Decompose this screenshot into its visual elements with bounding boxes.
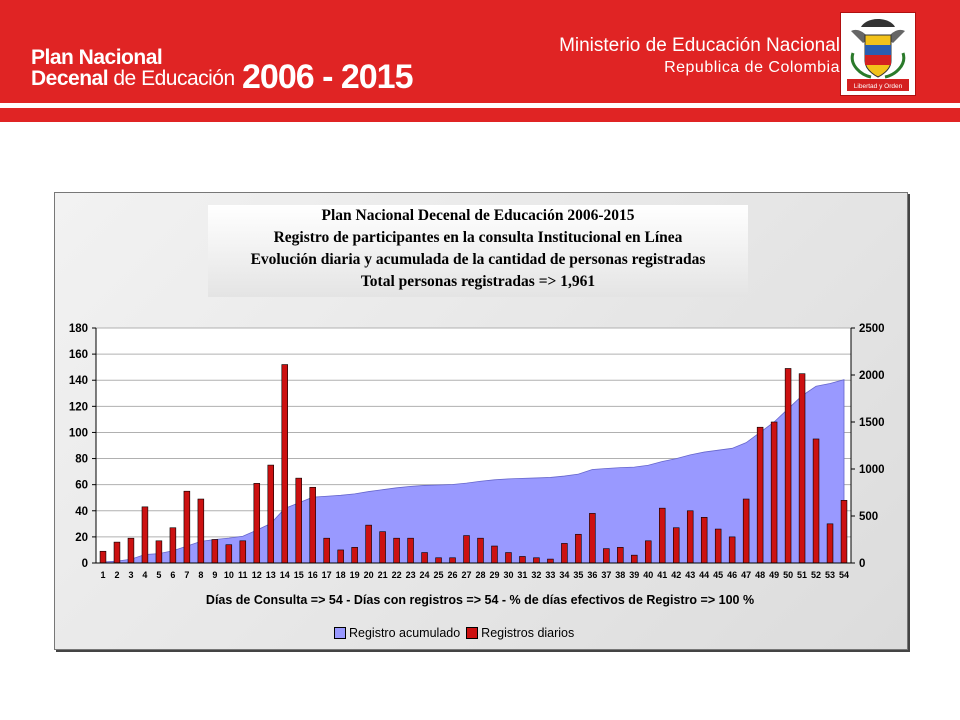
logo-line2-bold: Decenal [31, 67, 109, 90]
chart-title-line-1: Plan Nacional Decenal de Educación 2006-2015 [321, 207, 635, 224]
tick-x-44: 44 [699, 570, 710, 580]
tick-right-2000: 2000 [859, 370, 885, 382]
tick-left-160: 160 [68, 349, 88, 362]
bar-day-34 [561, 543, 567, 563]
bar-day-3 [128, 538, 134, 563]
bar-day-11 [240, 541, 246, 563]
chart-title-line-2: Registro de participantes en la consulta Institucional en Línea [273, 229, 683, 246]
tick-x-46: 46 [727, 570, 738, 580]
tick-x-10: 10 [223, 570, 234, 580]
tick-x-22: 22 [391, 570, 402, 580]
bar-day-49 [771, 422, 777, 563]
tick-x-19: 19 [349, 570, 360, 580]
tick-x-29: 29 [489, 570, 500, 580]
seal-motto: Libertad y Orden [853, 83, 903, 90]
tick-right-1500: 1500 [859, 417, 885, 429]
bar-day-13 [268, 465, 274, 563]
tick-x-49: 49 [769, 570, 780, 580]
bar-day-43 [687, 511, 693, 563]
bar-day-7 [184, 491, 190, 563]
tick-x-47: 47 [741, 570, 752, 580]
bar-day-42 [673, 528, 679, 563]
legend-swatch-daily [466, 627, 478, 639]
tick-x-3: 3 [128, 570, 134, 580]
bar-day-51 [799, 374, 805, 563]
tick-x-26: 26 [447, 570, 458, 580]
bar-day-32 [533, 558, 539, 563]
tick-x-13: 13 [265, 570, 276, 580]
bar-day-14 [282, 365, 288, 563]
tick-x-16: 16 [307, 570, 318, 580]
tick-x-43: 43 [685, 570, 696, 580]
tick-x-12: 12 [251, 570, 262, 580]
bar-day-17 [324, 538, 330, 563]
tick-x-6: 6 [170, 570, 176, 580]
tick-x-30: 30 [503, 570, 514, 580]
tick-x-40: 40 [643, 570, 654, 580]
bar-day-46 [729, 537, 735, 563]
tick-x-5: 5 [156, 570, 162, 580]
tick-x-15: 15 [293, 570, 304, 580]
tick-left-180: 180 [68, 323, 88, 335]
bar-day-29 [492, 546, 498, 563]
tick-x-24: 24 [419, 570, 430, 580]
tick-x-27: 27 [461, 570, 472, 580]
bar-day-54 [841, 500, 847, 563]
bar-day-28 [478, 538, 484, 563]
tick-left-20: 20 [75, 531, 88, 544]
bar-day-35 [575, 534, 581, 563]
tick-x-11: 11 [238, 570, 248, 580]
bar-day-47 [743, 499, 749, 563]
tick-left-140: 140 [68, 375, 88, 388]
tick-x-51: 51 [797, 570, 808, 580]
tick-x-14: 14 [279, 570, 290, 580]
bar-day-44 [701, 517, 707, 563]
tick-x-25: 25 [433, 570, 444, 580]
tick-x-41: 41 [657, 570, 668, 580]
bar-day-53 [827, 524, 833, 563]
bar-day-38 [617, 547, 623, 563]
tick-x-42: 42 [671, 570, 682, 580]
tick-x-20: 20 [363, 570, 374, 580]
bar-day-18 [338, 550, 344, 563]
chart-title-line-4: Total personas registradas => 1,961 [360, 273, 596, 290]
tick-x-9: 9 [212, 570, 218, 580]
bar-day-52 [813, 439, 819, 563]
tick-x-37: 37 [601, 570, 612, 580]
tick-left-60: 60 [75, 479, 88, 492]
bar-day-16 [310, 487, 316, 563]
tick-x-53: 53 [825, 570, 836, 580]
tick-x-28: 28 [475, 570, 486, 580]
tick-x-4: 4 [142, 570, 148, 580]
bar-day-20 [366, 525, 372, 563]
tick-x-23: 23 [405, 570, 416, 580]
bar-day-40 [645, 541, 651, 563]
bar-day-2 [114, 542, 120, 563]
tick-right-2500: 2500 [859, 323, 885, 335]
bar-day-23 [408, 538, 414, 563]
bar-day-30 [506, 553, 512, 563]
tick-x-32: 32 [531, 570, 542, 580]
logo-line1: Plan Nacional [31, 46, 163, 69]
tick-left-100: 100 [68, 427, 88, 440]
legend-label-cumulative: Registro acumulado [349, 626, 461, 640]
bar-day-31 [519, 556, 525, 563]
tick-x-7: 7 [184, 570, 190, 580]
bar-day-27 [464, 536, 470, 563]
tick-x-1: 1 [100, 570, 106, 580]
tick-left-120: 120 [68, 401, 88, 414]
tick-x-39: 39 [629, 570, 640, 580]
chart-legend [334, 624, 580, 642]
tick-x-50: 50 [783, 570, 794, 580]
tick-x-36: 36 [587, 570, 598, 580]
logo-line2-rest: de Educación [108, 67, 235, 90]
bar-day-15 [296, 478, 302, 563]
tick-x-8: 8 [198, 570, 204, 580]
bar-day-4 [142, 507, 148, 563]
bar-day-21 [380, 532, 386, 563]
tick-x-31: 31 [517, 570, 528, 580]
bar-day-48 [757, 427, 763, 563]
tick-right-1000: 1000 [859, 464, 885, 476]
bar-day-10 [226, 545, 232, 563]
tick-x-48: 48 [755, 570, 766, 580]
tick-x-52: 52 [811, 570, 822, 580]
tick-x-54: 54 [839, 570, 850, 580]
bar-day-25 [436, 558, 442, 563]
country-name: Republica de Colombia [664, 59, 840, 76]
tick-x-18: 18 [335, 570, 346, 580]
legend-swatch-cumulative [334, 627, 346, 639]
ministry-name: Ministerio de Educación Nacional [559, 35, 840, 56]
tick-x-33: 33 [545, 570, 556, 580]
logo-years: 2006 - 2015 [242, 58, 413, 96]
tick-right-0: 0 [859, 558, 866, 570]
tick-right-500: 500 [859, 511, 879, 523]
bar-day-19 [352, 547, 358, 563]
tick-left-40: 40 [75, 505, 88, 518]
bar-day-6 [170, 528, 176, 563]
tick-x-2: 2 [114, 570, 120, 580]
bar-day-1 [100, 551, 106, 563]
bar-day-39 [631, 555, 637, 563]
bar-day-8 [198, 499, 204, 563]
tick-x-17: 17 [321, 570, 332, 580]
bar-day-41 [659, 508, 665, 563]
tick-x-45: 45 [713, 570, 724, 580]
bar-day-36 [589, 513, 595, 563]
tick-x-38: 38 [615, 570, 626, 580]
legend-label-daily: Registros diarios [481, 626, 575, 640]
bar-day-37 [603, 549, 609, 563]
chart-title-line-3: Evolución diaria y acumulada de la cantidad de personas registradas [250, 251, 706, 268]
bar-day-50 [785, 368, 791, 563]
bar-day-26 [450, 558, 456, 563]
bar-day-5 [156, 541, 162, 563]
bar-day-12 [254, 483, 260, 563]
bar-day-9 [212, 540, 218, 564]
bar-day-33 [547, 559, 553, 563]
tick-left-80: 80 [75, 453, 88, 466]
tick-x-21: 21 [377, 570, 388, 580]
x-axis-title: Días de Consulta => 54 - Días con registros => 54 - % de días efectivos de Registro => 100 % [205, 593, 755, 607]
legend-item-cumulative [334, 626, 460, 640]
bar-day-45 [715, 529, 721, 563]
tick-left-0: 0 [81, 558, 88, 570]
tick-x-34: 34 [559, 570, 570, 580]
tick-x-35: 35 [573, 570, 584, 580]
legend-item-daily [466, 626, 574, 640]
bar-day-24 [422, 553, 428, 563]
bar-day-22 [394, 538, 400, 563]
